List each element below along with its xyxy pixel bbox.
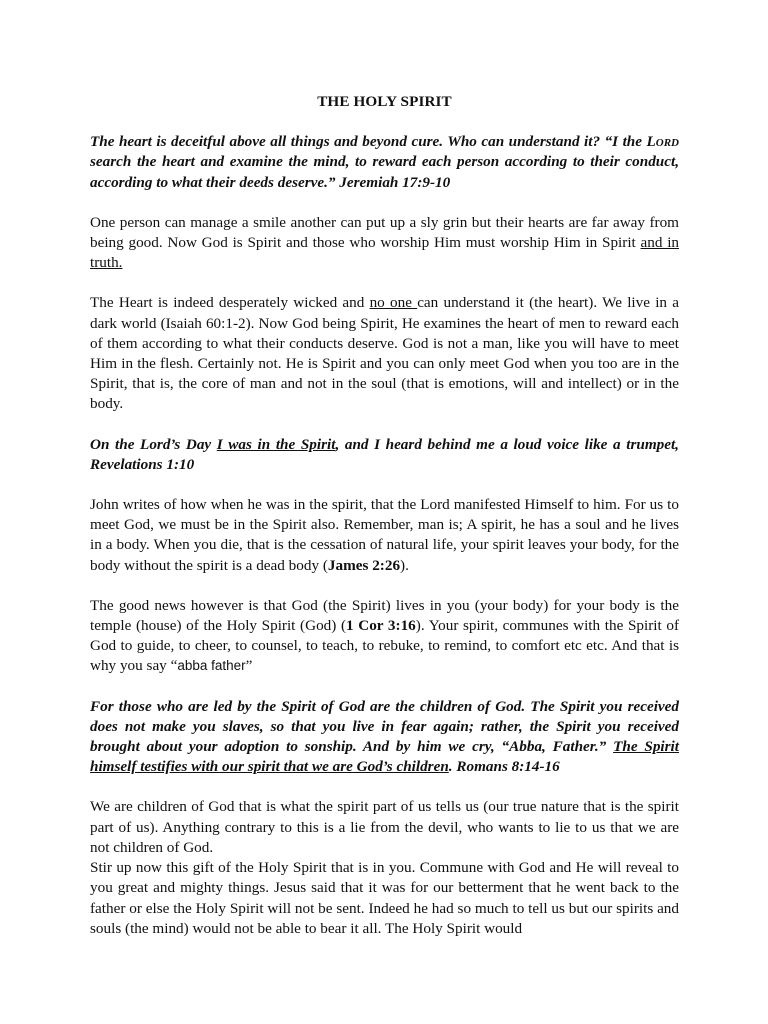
paragraph (90, 293, 679, 414)
paragraph-text: The Heart is indeed desperately wicked and (90, 294, 370, 312)
paragraph-text: ” (245, 657, 253, 675)
underlined-text: I was in the Spirit (216, 435, 336, 453)
paragraph-text: can understand it (the heart). We live in a dark world (Isaiah 60:1-2). Now God being Spirit, He examines the heart of men to reward each of them according to what their conducts deserve. God is not a man, like you will have to meet Him in the flesh. Certainly not. He is Spirit and you can only meet God when you too are in the Spirit, that is, the core of man and not in the soul (that is emotions, will and intellect) or in the body. (90, 294, 679, 413)
abba-father-text: abba father (177, 658, 246, 674)
underlined-text: no one (369, 294, 418, 312)
paragraph (90, 213, 679, 274)
paragraph-text: One person can manage a smile another can put up a sly grin but their hearts are far away from being good. Now God is Spirit and those who worship Him must worship Him in Spirit (90, 213, 679, 252)
document-title: THE HOLY SPIRIT (317, 93, 452, 110)
paragraph-text: John writes of how when he was in the spirit, that the Lord manifested Himself to him. For us to meet God, we must be in the Spirit also. Remember, man is; A spirit, he has a soul and he lives in a body. When you die, that is the cessation of natural life, your spirit leaves your body, for the body without the spirit is a dead body ( (90, 496, 679, 574)
quote-text: search the heart and examine the mind, to reward each person according to their conduct, according to what their deeds deserve.” Jeremiah 17:9-10 (90, 153, 679, 191)
quote-text: The heart is deceitful above all things and beyond cure. Who can understand it? “I the (90, 133, 647, 151)
document-page (90, 92, 679, 939)
underlined-text: The Spirit himself testifies with our spirit that we are God’s children (90, 738, 679, 776)
paragraph: Stir up now this gift of the Holy Spirit that is in you. Commune with God and He will reveal to you great and mighty things. Jesus said that it was for our betterment that he went back to the father or else the Holy Spirit will not be sent. Indeed he had so much to tell us but our spirits and souls (the mind) would not be able to bear it all. The Holy Spirit would (90, 859, 679, 937)
scripture-quote-jeremiah (90, 132, 679, 193)
scripture-quote-romans (90, 697, 679, 778)
paragraph-text: ). Your spirit, communes with the Spirit of God to guide, to cheer, to counsel, to teach, to rebuke, to remind, to comfort etc etc. And that is why you say “ (90, 617, 679, 675)
paragraph: We are children of God that is what the spirit part of us tells us (our true nature that is the spirit part of us). Anything contrary to this is a lie from the devil, who wants to lie to us that we are not children of God. (90, 798, 679, 856)
scripture-reference: James 2:26 (327, 556, 401, 574)
quote-text: On the Lord’s Day (90, 435, 217, 453)
quote-text: , and I heard behind me a loud voice like a trumpet, Revelations 1:10 (90, 435, 679, 473)
quote-text: . Romans 8:14-16 (448, 758, 560, 776)
paragraph-text: ). (400, 556, 409, 574)
underlined-text: and in truth. (90, 234, 680, 272)
paragraph (90, 596, 679, 677)
scripture-reference: 1 Cor 3:16 (346, 617, 416, 635)
quote-lord: Lord (646, 133, 679, 151)
paragraph-text: The good news however is that God (the Spirit) lives in you (your body) for your body is the temple (house) of the Holy Spirit (God) ( (90, 596, 679, 635)
scripture-quote-revelations (90, 435, 679, 475)
quote-text: For those who are led by the Spirit of God are the children of God. The Spirit you received does not make you slaves, so that you live in fear again; rather, the Spirit you received brought about your adoption to sonship. And by him we cry, “Abba, Father.” (90, 697, 679, 756)
paragraph (90, 495, 679, 576)
